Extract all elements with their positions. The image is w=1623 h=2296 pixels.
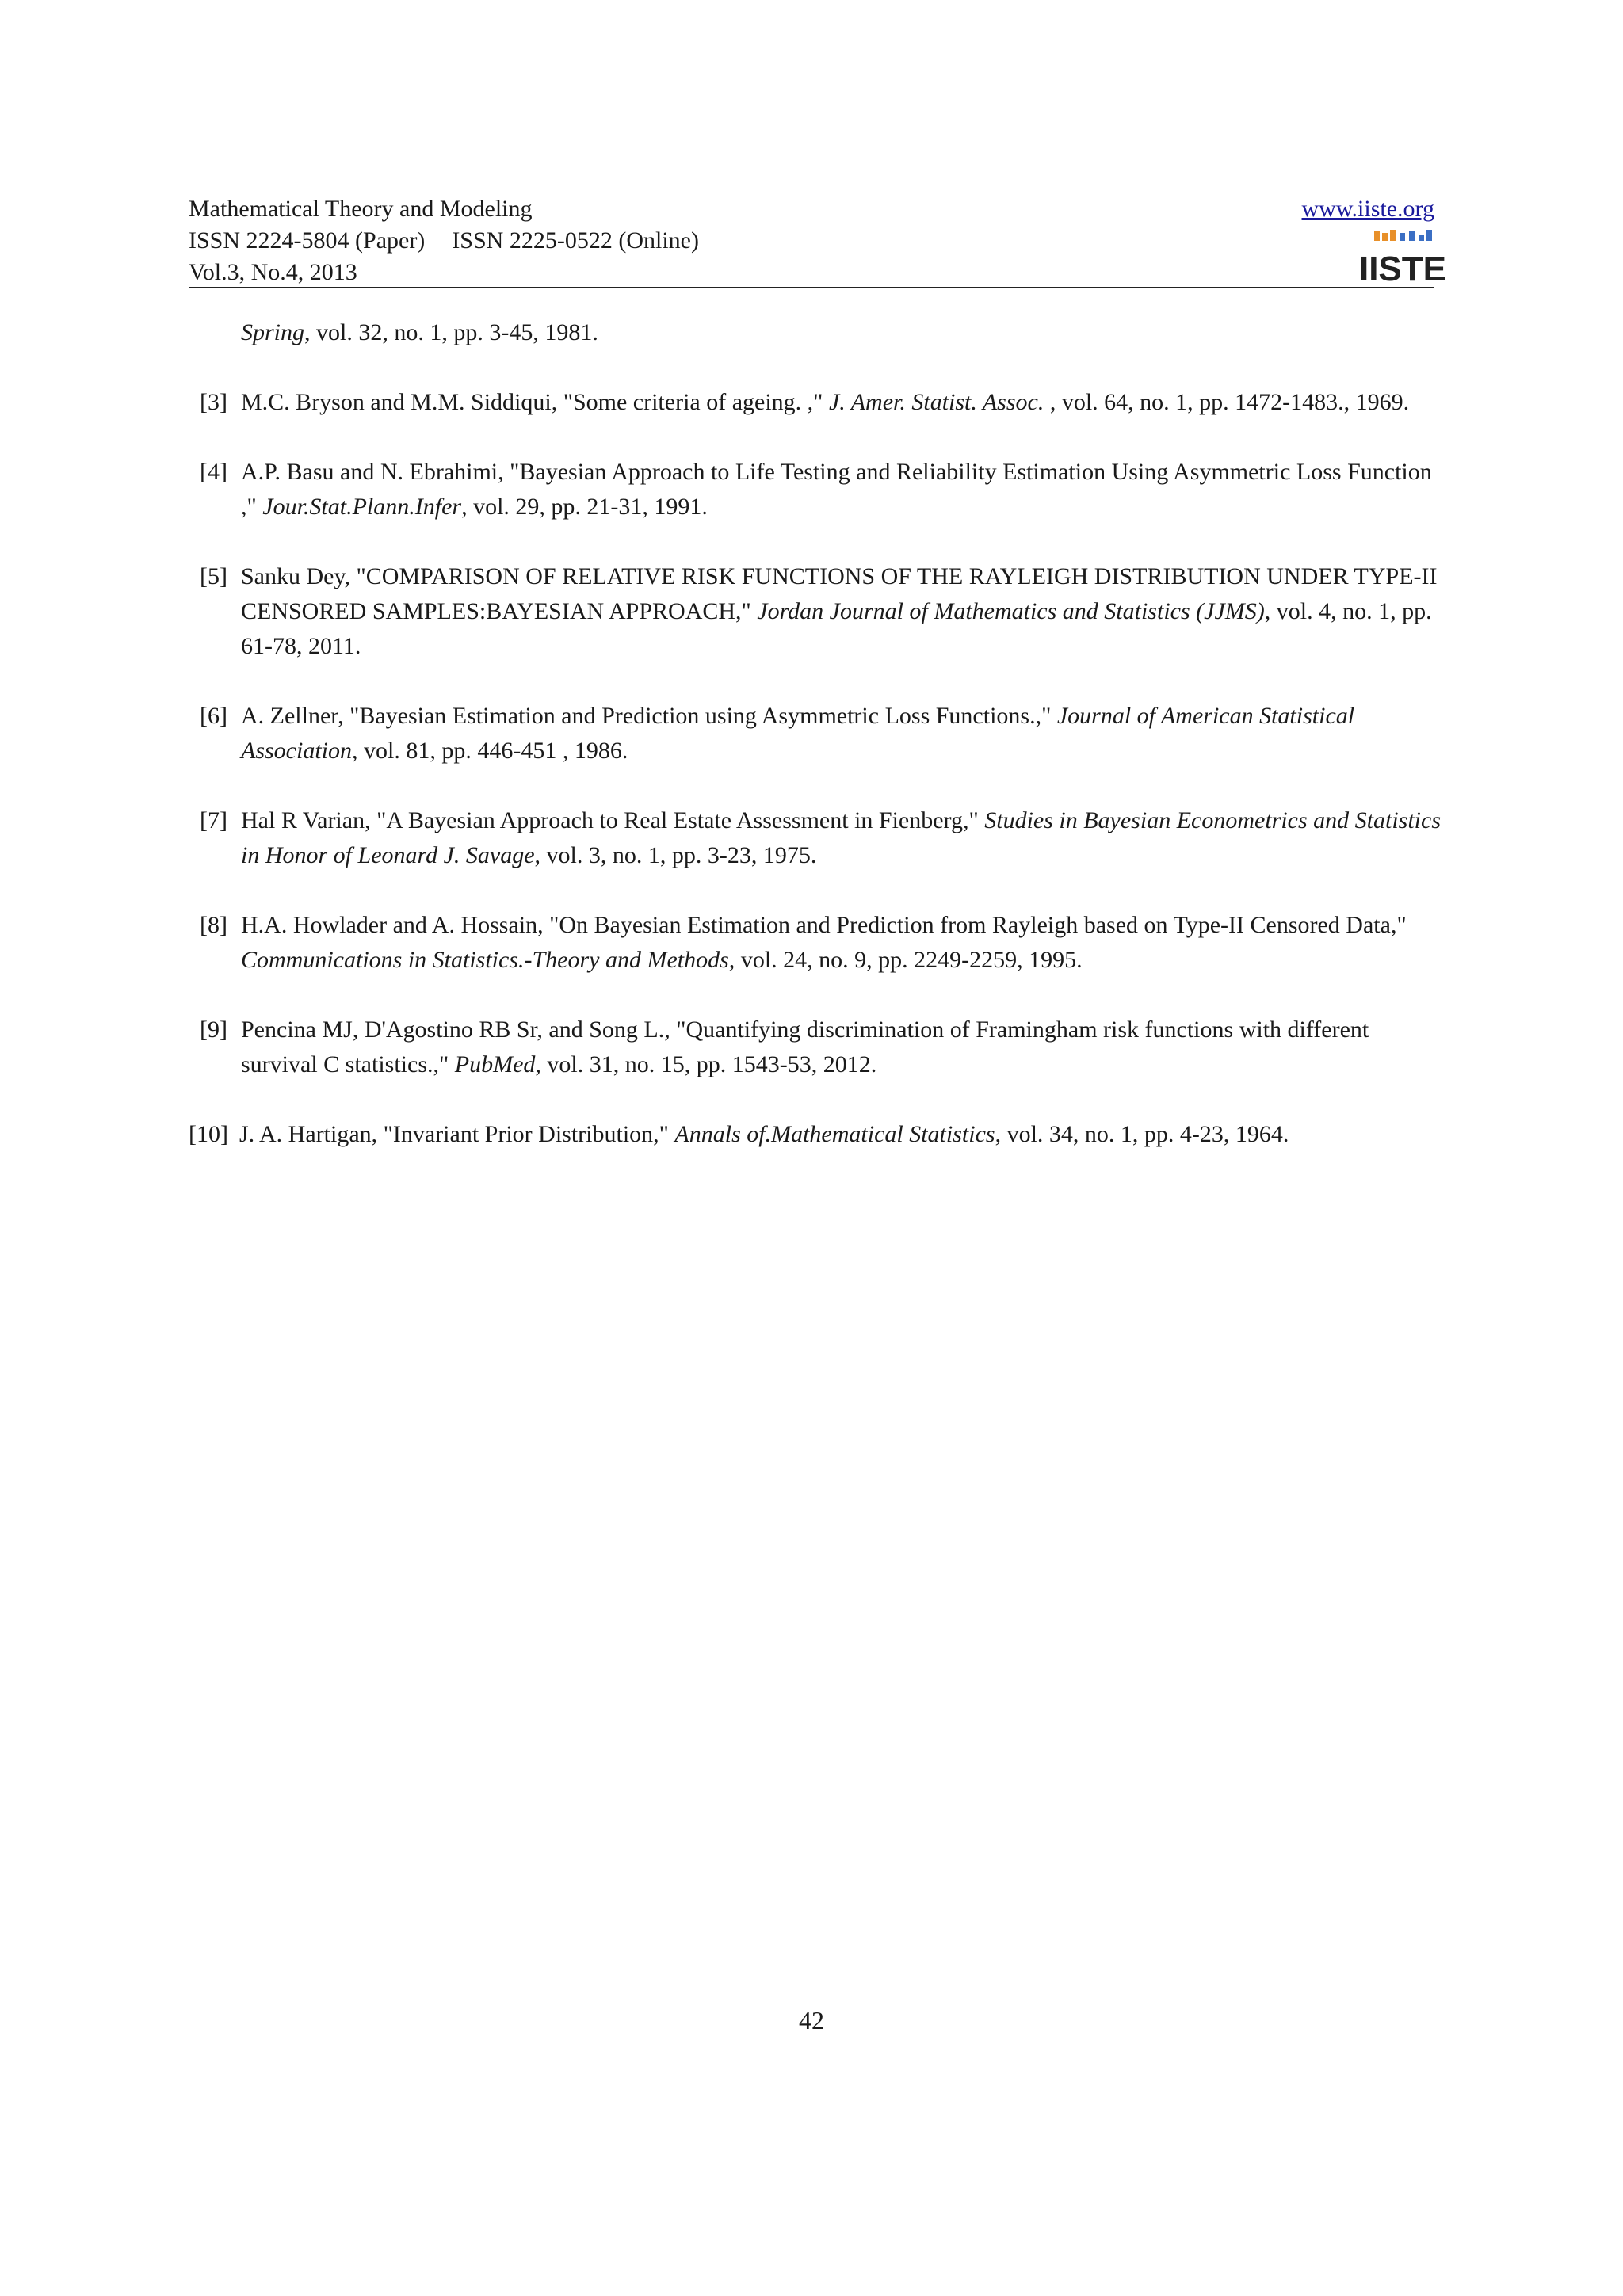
page-number: 42: [799, 2006, 824, 2035]
reference-text: Sanku Dey, "COMPARISON OF RELATIVE RISK FUNCTIONS OF THE RAYLEIGH DISTRIBUTION UNDER TYPE-II CENSORED SAMPLES:BAYESIAN APPROACH,": [241, 563, 1438, 624]
reference-number: [7]: [200, 807, 227, 833]
reference-text: , vol. 34, no. 1, pp. 4-23, 1964.: [995, 1121, 1289, 1147]
reference-source: Communications in Statistics.-Theory and Methods,: [241, 947, 735, 973]
iiste-logo: [1358, 228, 1447, 288]
reference-text: J. A. Hartigan, "Invariant Prior Distribution,": [239, 1121, 675, 1147]
reference-text: H.A. Howlader and A. Hossain, "On Bayesian Estimation and Prediction from Rayleigh based on Type-II Censored Data,": [241, 912, 1407, 938]
reference-source: Jordan Journal of Mathematics and Statistics (JJMS): [757, 598, 1265, 624]
reference-text: , vol. 4, no. 1, pp. 61-78, 2011.: [241, 598, 1432, 659]
reference-list: [189, 315, 1441, 1187]
reference-source: Annals of.Mathematical Statistics: [674, 1121, 995, 1147]
reference-source: Studies in Bayesian Econometrics and Statistics in Honor of Leonard J. Savage: [241, 807, 1441, 868]
reference-number: [4]: [200, 459, 227, 485]
reference-source: Journal of American Statistical Association: [241, 703, 1355, 764]
reference-item: [189, 1117, 1441, 1152]
issn-line: [189, 225, 699, 257]
reference-number: [6]: [200, 703, 227, 729]
reference-item: [189, 803, 1441, 873]
journal-title: Mathematical Theory and Modeling: [189, 196, 533, 222]
reference-text: vol. 24, no. 9, pp. 2249-2259, 1995.: [735, 947, 1083, 973]
reference-text: Pencina MJ, D'Agostino RB Sr, and Song L., "Quantifying discrimination of Framingham risk functions with different survival C statistics.,": [241, 1016, 1369, 1077]
reference-item: [189, 1013, 1441, 1082]
reference-text: A.P. Basu and N. Ebrahimi, "Bayesian Approach to Life Testing and Reliability Estimation Using Asymmetric Loss Function ,": [241, 459, 1432, 520]
reference-text: , vol. 3, no. 1, pp. 3-23, 1975.: [534, 842, 817, 868]
volume-info: Vol.3, No.4, 2013: [189, 259, 357, 285]
reference-text: , vol. 31, no. 15, pp. 1543-53, 2012.: [535, 1051, 877, 1077]
reference-source: Spring: [241, 319, 305, 345]
reference-text: A. Zellner, "Bayesian Estimation and Prediction using Asymmetric Loss Functions.,": [241, 703, 1057, 729]
reference-item: [189, 699, 1441, 769]
reference-item: [189, 385, 1441, 420]
reference-source: J. Amer. Statist. Assoc.: [828, 389, 1044, 415]
reference-item: [189, 455, 1441, 524]
issn-online: ISSN 2225-0522 (Online): [452, 227, 699, 254]
reference-source: PubMed: [454, 1051, 536, 1077]
reference-text: Hal R Varian, "A Bayesian Approach to Real Estate Assessment in Fienberg,": [241, 807, 985, 833]
issn-paper: ISSN 2224-5804 (Paper): [189, 227, 426, 254]
reference-number: [3]: [200, 389, 227, 415]
reference-item: [189, 559, 1441, 664]
reference-item: [189, 908, 1441, 978]
reference-number: [5]: [200, 563, 227, 589]
reference-text: , vol. 32, no. 1, pp. 3-45, 1981.: [304, 319, 598, 345]
reference-source: Jour.Stat.Plann.Infer: [262, 494, 462, 520]
logo-text: IISTE: [1358, 250, 1447, 288]
reference-text: , vol. 81, pp. 446-451 , 1986.: [352, 738, 628, 764]
reference-text: , vol. 29, pp. 21-31, 1991.: [461, 494, 708, 520]
reference-number: [9]: [200, 1016, 227, 1043]
reference-number: [8]: [200, 912, 227, 938]
reference-text: , vol. 64, no. 1, pp. 1472-1483., 1969.: [1044, 389, 1410, 415]
reference-item: [189, 315, 1441, 350]
reference-text: M.C. Bryson and M.M. Siddiqui, "Some criteria of ageing. ,": [241, 389, 829, 415]
website-link[interactable]: www.iiste.org: [1301, 196, 1434, 222]
reference-number: [10]: [189, 1121, 228, 1147]
page-header: [189, 193, 1447, 288]
